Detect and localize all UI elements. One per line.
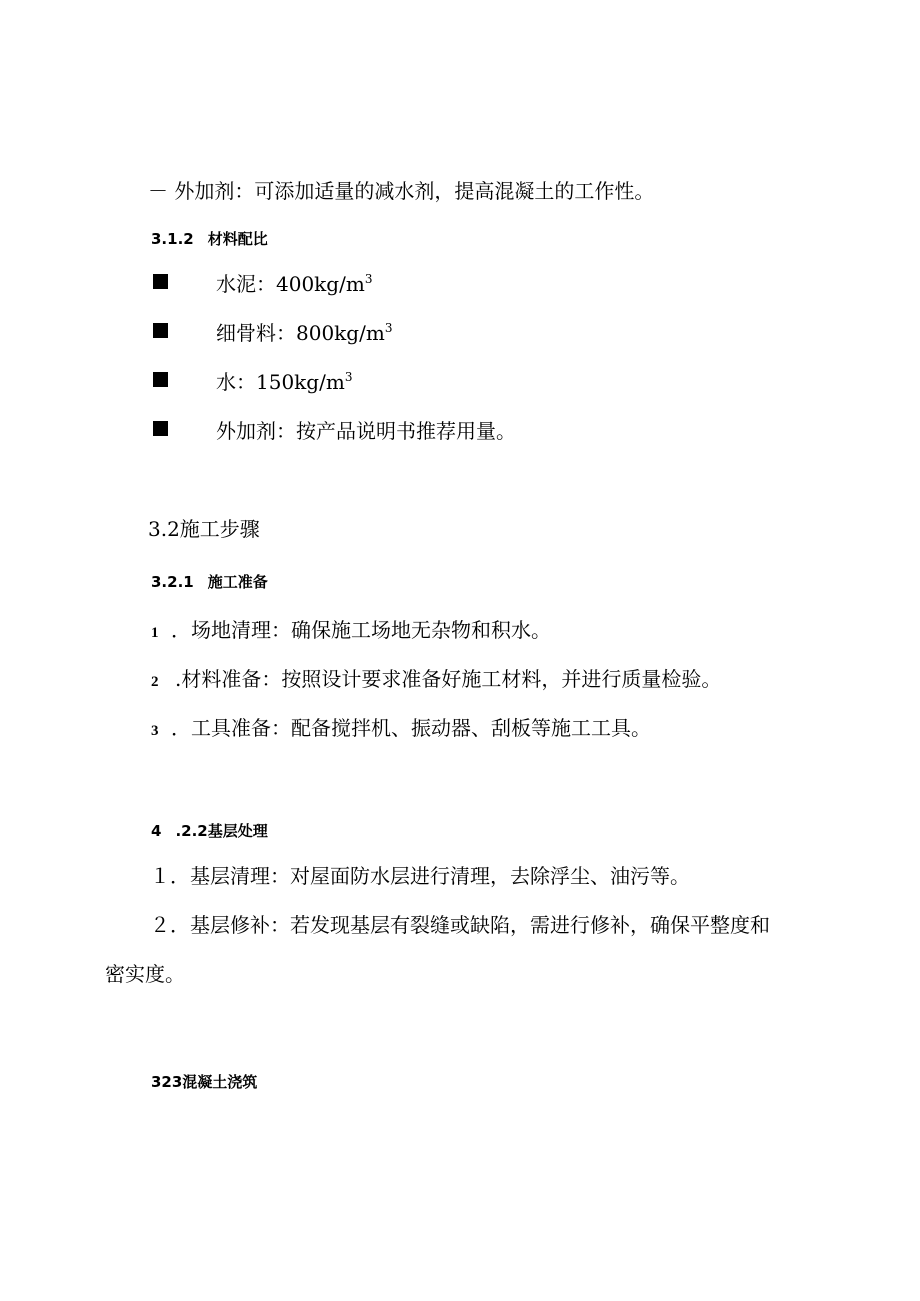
superscript: 3 <box>364 272 373 286</box>
prep-item <box>151 614 551 643</box>
item-number: 1 <box>151 625 159 641</box>
section-number: 3.2.1 <box>151 573 194 591</box>
mix-item-text: 外加剂：按产品说明书推荐用量。 <box>216 419 516 443</box>
section-title: 材料配比 <box>207 230 268 248</box>
superscript: 3 <box>344 370 353 384</box>
bullet-square-icon <box>153 421 168 436</box>
mix-item <box>216 268 372 297</box>
mix-item <box>216 415 516 444</box>
base-item-continuation: 密实度。 <box>105 962 185 986</box>
mix-item-text: 水：150kg∕m <box>216 370 345 394</box>
bullet-square-icon <box>153 274 168 289</box>
intro-line: － 外加剂：可添加适量的减水剂，提高混凝土的工作性。 <box>148 179 655 203</box>
section-number: 4 <box>151 822 162 840</box>
section-heading-4-2-2 <box>151 820 268 841</box>
item-text: ．工具准备：配备搅拌机、振动器、刮板等施工工具。 <box>171 716 651 740</box>
prep-item <box>151 712 651 741</box>
superscript: 3 <box>384 321 393 335</box>
bullet-square-icon <box>153 372 168 387</box>
item-text: .材料准备：按照设计要求准备好施工材料，并进行质量检验。 <box>175 667 722 691</box>
mix-item <box>216 317 392 346</box>
prep-item <box>151 663 721 692</box>
mix-item-text: 水泥：400kg∕m <box>216 272 365 296</box>
section-title: .2.2基层处理 <box>175 822 268 840</box>
section-title: 施工准备 <box>207 573 268 591</box>
mix-item <box>216 366 352 395</box>
section-heading-3-1-2 <box>151 228 268 249</box>
section-heading-3-2: 3.2施工步骤 <box>148 517 260 541</box>
item-number: 3 <box>151 723 159 739</box>
mix-item-text: 细骨料：800kg∕m <box>216 321 385 345</box>
section-number: 3.1.2 <box>151 230 194 248</box>
base-item: ２．基层修补：若发现基层有裂缝或缺陷，需进行修补，确保平整度和 <box>150 913 770 937</box>
section-heading-3-2-3: 323混凝土浇筑 <box>151 1073 258 1091</box>
bullet-square-icon <box>153 323 168 338</box>
item-number: 2 <box>151 674 159 690</box>
base-item: １．基层清理：对屋面防水层进行清理，去除浮尘、油污等。 <box>150 864 690 888</box>
section-heading-3-2-1 <box>151 571 268 592</box>
item-text: ．场地清理：确保施工场地无杂物和积水。 <box>171 618 551 642</box>
